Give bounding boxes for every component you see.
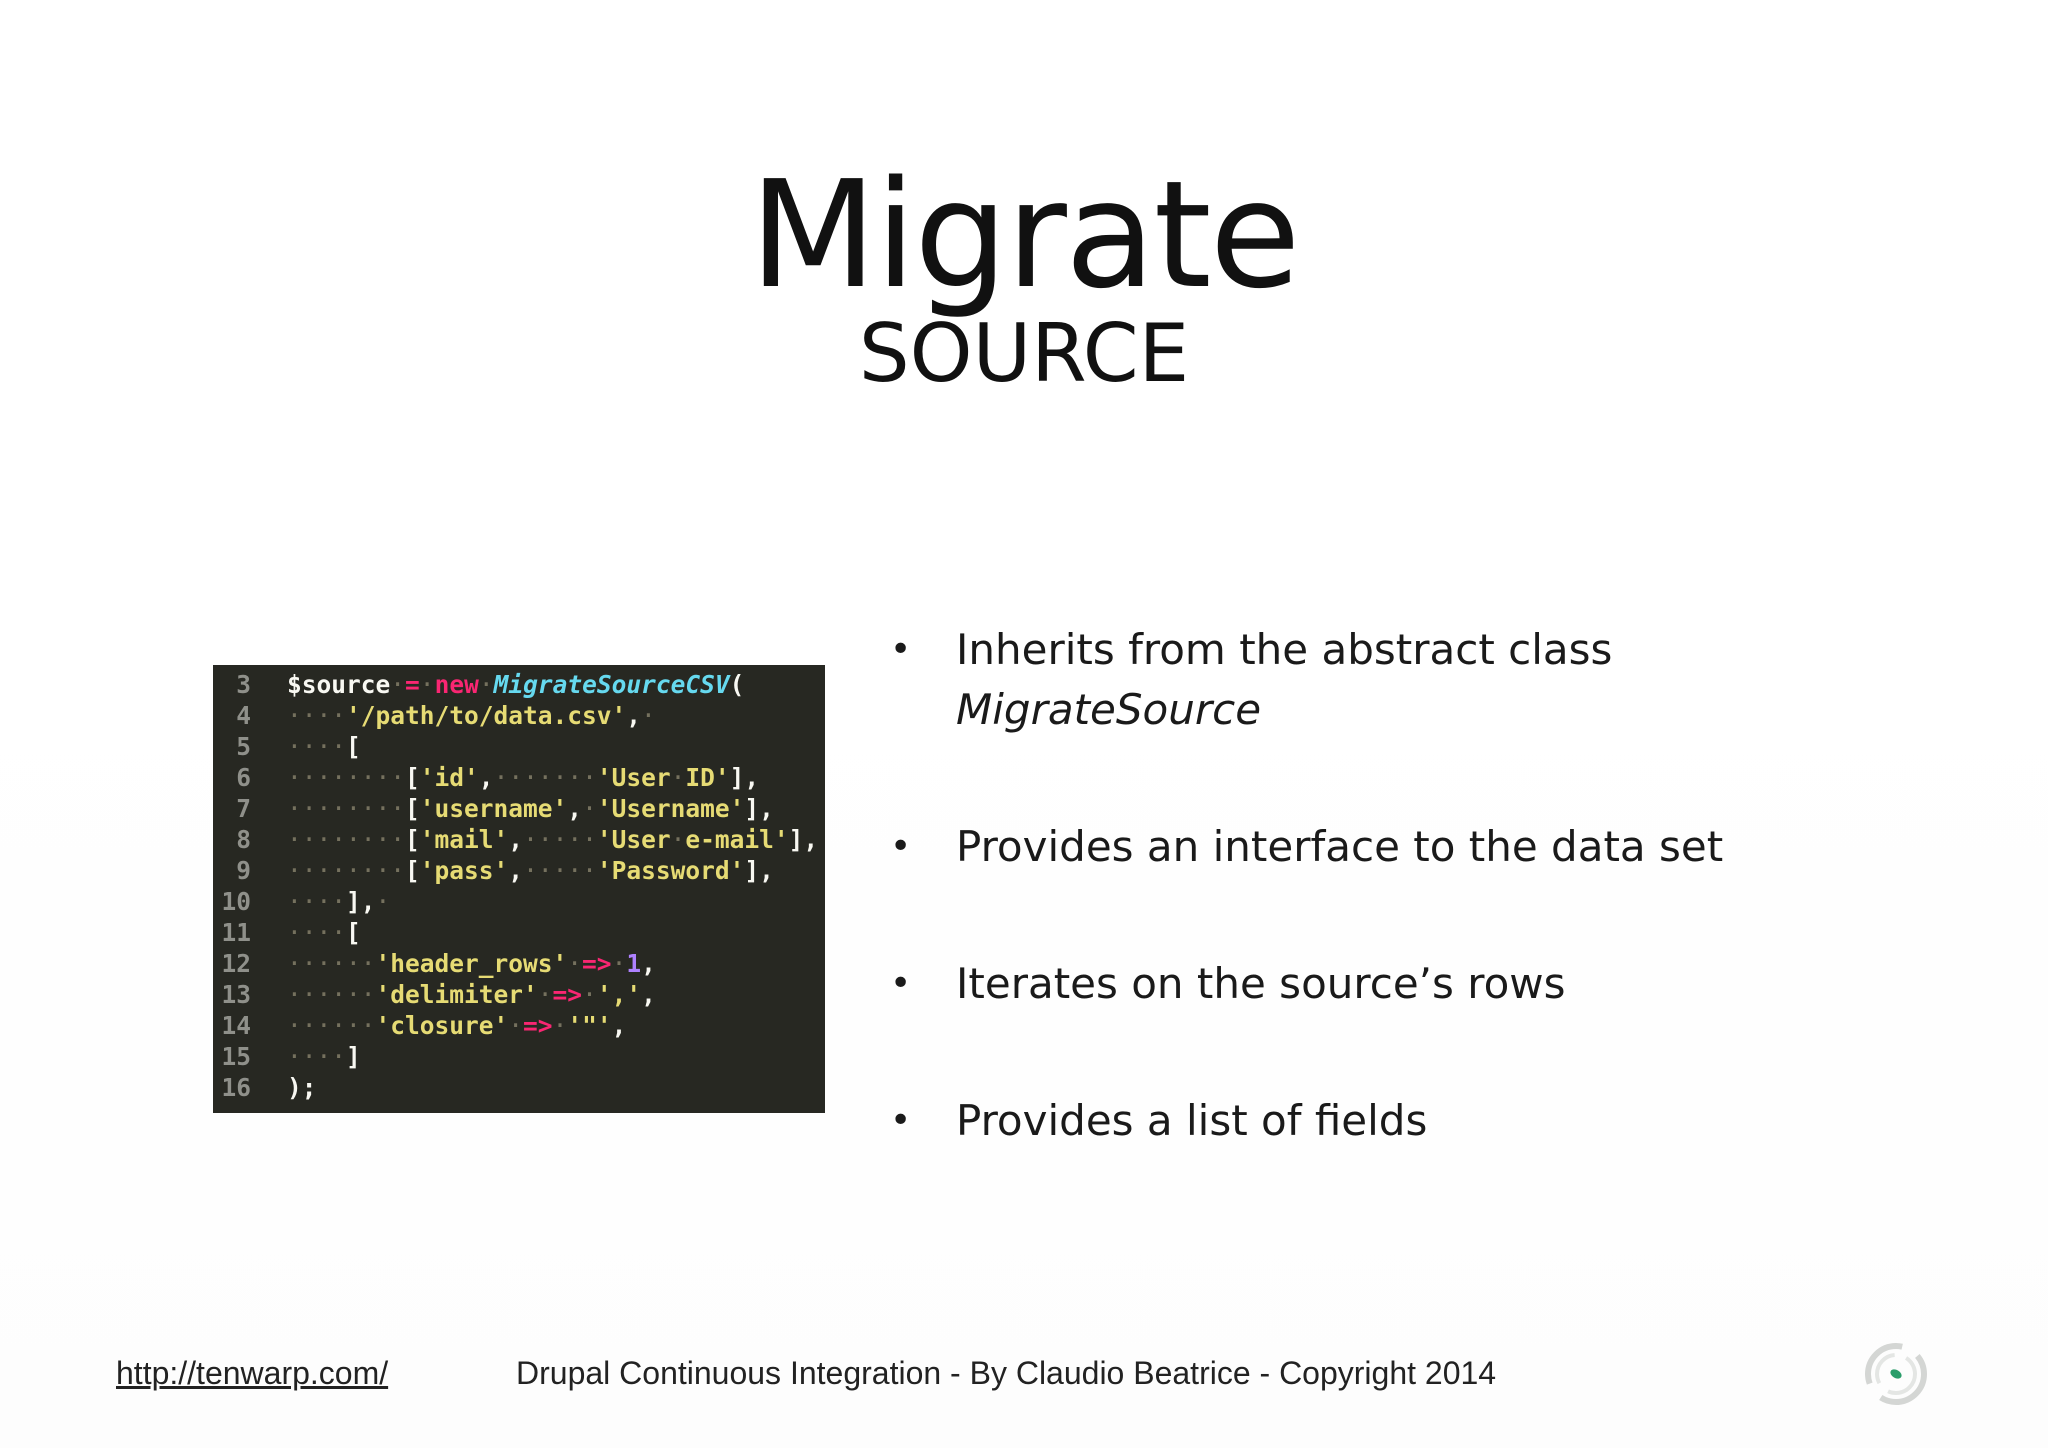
code-text: ······'delimiter'·=>·',', — [287, 980, 656, 1009]
line-number: 9 — [236, 856, 251, 885]
footer-credits: Drupal Continuous Integration - By Claudio Beatrice - Copyright 2014 — [516, 1355, 1497, 1391]
line-number: 4 — [236, 701, 251, 730]
line-number: 8 — [236, 825, 251, 854]
code-line — [213, 793, 825, 824]
code-text: ); — [287, 1073, 317, 1102]
code-text: ······'closure'·=>·'"', — [287, 1011, 627, 1040]
slide-title: Migrate — [749, 149, 1299, 321]
code-line — [213, 855, 825, 886]
code-text: ····] — [287, 1042, 361, 1071]
code-text: ········['username',·'Username'], — [287, 794, 774, 823]
line-number: 11 — [221, 918, 251, 947]
code-line — [213, 1041, 825, 1072]
code-text: ········['id',·······'User·ID'], — [287, 763, 760, 792]
code-line — [213, 762, 825, 793]
bullet-marker: • — [890, 1100, 912, 1141]
code-line — [213, 669, 825, 700]
code-line — [213, 1072, 825, 1103]
code-line — [213, 886, 825, 917]
code-text: $source·=·new·MigrateSourceCSV( — [287, 670, 745, 699]
bullet-marker: • — [890, 963, 912, 1004]
line-number: 6 — [236, 763, 251, 792]
code-line — [213, 824, 825, 855]
slide-subtitle: SOURCE — [858, 307, 1190, 400]
tenwarp-swirl-icon — [1860, 1338, 1932, 1410]
line-number: 12 — [221, 949, 251, 978]
code-line — [213, 731, 825, 762]
line-number: 16 — [221, 1073, 251, 1102]
code-text: ······'header_rows'·=>·1, — [287, 949, 656, 978]
bullet-text: Iterates on the source’s rows — [956, 959, 1566, 1008]
line-number: 3 — [236, 670, 251, 699]
line-number: 15 — [221, 1042, 251, 1071]
code-text: ····[ — [287, 732, 361, 761]
code-line — [213, 979, 825, 1010]
code-screenshot — [213, 665, 825, 1113]
code-line — [213, 1010, 825, 1041]
code-text: ········['pass',·····'Password'], — [287, 856, 774, 885]
line-number: 10 — [221, 887, 251, 916]
code-line — [213, 948, 825, 979]
bullet-text: Provides a list of fields — [956, 1096, 1428, 1145]
code-text: ········['mail',·····'User·e-mail'], — [287, 825, 819, 854]
code-line — [213, 700, 825, 731]
line-number: 5 — [236, 732, 251, 761]
code-text: ····[ — [287, 918, 361, 947]
class-name-text: MigrateSource — [956, 685, 1262, 734]
code-text: ····],· — [287, 887, 391, 916]
bullet-marker: • — [890, 629, 912, 670]
line-number: 13 — [221, 980, 251, 1009]
bullet-text: Provides an interface to the data set — [956, 822, 1724, 871]
code-line — [213, 917, 825, 948]
bullet-text: Inherits from the abstract class — [956, 625, 1613, 674]
line-number: 14 — [221, 1011, 251, 1040]
code-text: ····'/path/to/data.csv',· — [287, 701, 656, 730]
footer-website-link[interactable]: http://tenwarp.com/ — [116, 1355, 389, 1391]
line-number: 7 — [236, 794, 251, 823]
bullet-marker: • — [890, 826, 912, 867]
